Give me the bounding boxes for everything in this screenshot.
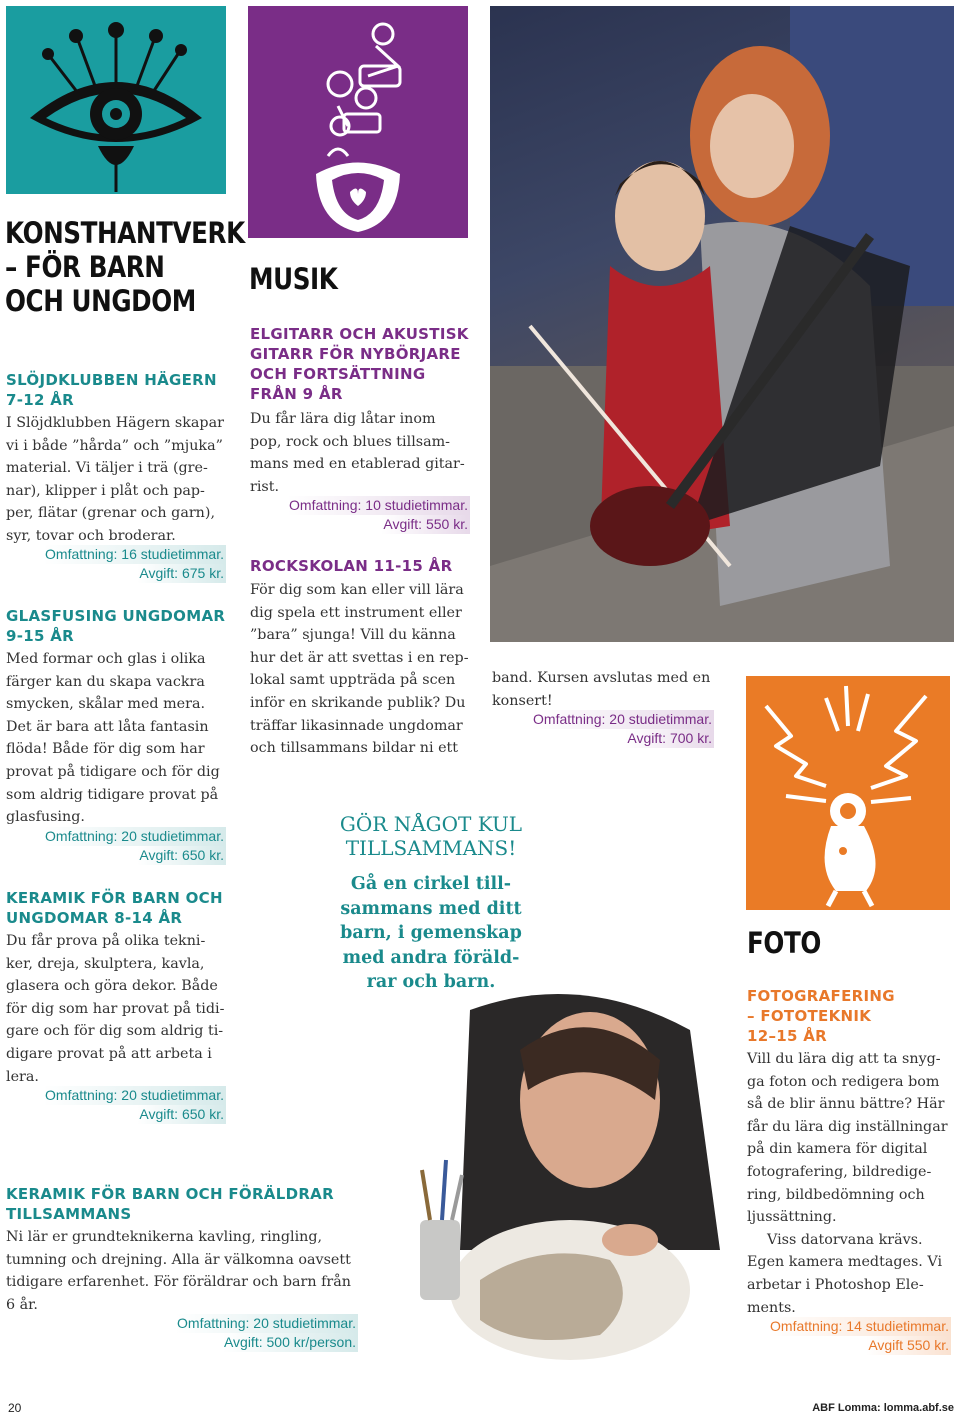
body-line: som aldrig tidigare provat på [6, 786, 219, 803]
bubble-headline-line: TILLSAMMANS! [345, 836, 517, 860]
course-heading-fotografering [747, 986, 952, 1046]
bubble-headline [306, 812, 556, 860]
course-meta-keramik-foraldrar [6, 1314, 358, 1352]
body-line: arbetar i Photoshop Ele- [747, 1276, 924, 1293]
footer-site: ABF Lomma: lomma.abf.se [812, 1402, 954, 1414]
body-line: för dig som har provat på tidi- [6, 1000, 225, 1017]
avgift: Avgift: 500 kr/person. [223, 1334, 356, 1350]
body-line: flöda! Både för dig som har [6, 741, 205, 758]
body-line: hur det är att svettas i en rep- [250, 649, 469, 666]
bubble-text-line: rar och barn. [366, 972, 496, 992]
photo-teens-guitar [490, 6, 954, 642]
omfattning: Omfattning: 20 studietimmar. [45, 828, 224, 844]
eye-flower-icon [6, 6, 226, 194]
heading-line: UNGDOMAR 8-14 ÅR [6, 909, 183, 927]
course-meta-elgitarr [250, 496, 470, 534]
course-meta-fotografering [747, 1317, 951, 1355]
body-line: ker, dreja, skulptera, kavla, [6, 955, 205, 972]
omfattning: Omfattning: 14 studietimmar. [770, 1318, 949, 1334]
course-body-rockskolan-cont [492, 667, 732, 712]
body-line: konsert! [492, 692, 553, 709]
body-line: I Slöjdklubben Hägern skapar [6, 415, 224, 431]
body-line: ments. [747, 1299, 796, 1316]
omfattning: Omfattning: 10 studietimmar. [289, 497, 468, 513]
singing-mouth-icon [248, 6, 468, 238]
heading-line: GITARR FÖR NYBÖRJARE [250, 345, 461, 363]
avgift: Avgift: 700 kr. [627, 730, 712, 746]
body-line: glasfusing. [6, 809, 85, 826]
body-line: på din kamera för digital [747, 1141, 928, 1158]
body-line: ga foton och redigera bom [747, 1073, 940, 1090]
course-meta-rockskolan [492, 710, 714, 748]
bubble-text-line: med andra föräld- [342, 947, 520, 968]
heading-line: FRÅN 9 ÅR [250, 385, 343, 403]
body-line: För dig som kan eller vill lära [250, 582, 464, 598]
avgift: Avgift 550 kr. [868, 1337, 949, 1353]
body-line: ring, bildbedömning och [747, 1186, 925, 1203]
avgift: Avgift: 650 kr. [139, 847, 224, 863]
heading-line: – FOTOTEKNIK [747, 1007, 872, 1025]
body-line: lera. [6, 1068, 39, 1085]
course-body-keramik-foraldrar [6, 1226, 376, 1316]
konsthantverk-title [5, 216, 245, 318]
body-line: syr, tovar och broderar. [6, 527, 176, 544]
body-line: band. Kursen avslutas med en [492, 670, 711, 686]
heading-line: 12–15 ÅR [747, 1027, 828, 1045]
body-line: provat på tidigare och för dig [6, 763, 220, 780]
body-line: Du får lära dig låtar inom [250, 411, 436, 427]
course-heading-slojdklubben [6, 370, 236, 410]
course-body-rockskolan [250, 579, 490, 760]
body-line: Vill du lära dig att ta snyg- [747, 1051, 941, 1067]
body-line: Du får prova på olika tekni- [6, 933, 206, 949]
course-meta-glasfusing [6, 827, 226, 865]
foto-title: FOTO [747, 926, 821, 960]
title-line: – FÖR BARN [5, 250, 165, 284]
heading-line: FOTOGRAFERING [747, 987, 895, 1005]
title-line: KONSTHANTVERK [5, 216, 245, 250]
course-heading-rockskolan: ROCKSKOLAN 11-15 ÅR [250, 557, 453, 575]
body-line: nar), klipper i plåt och pap- [6, 482, 205, 499]
body-line: lokal samt uppträda på scen [250, 672, 456, 689]
heading-line: 7-12 ÅR [6, 391, 75, 409]
body-line: träffar likasinnade ungdomar [250, 717, 463, 734]
body-line: per, flätar (grenar och garn), [6, 505, 216, 522]
body-line: färger kan du skapa vackra [6, 673, 205, 690]
course-heading-glasfusing [6, 606, 236, 646]
heading-line: OCH FORTSÄTTNING [250, 365, 426, 383]
omfattning: Omfattning: 16 studietimmar. [45, 546, 224, 562]
omfattning: Omfattning: 20 studietimmar. [533, 711, 712, 727]
heading-line: 9-15 ÅR [6, 627, 75, 645]
title-line: OCH UNGDOM [5, 284, 196, 318]
photo-clay-sculpting [400, 990, 730, 1400]
course-body-keramik-ungdom [6, 930, 238, 1088]
body-line: ljussättning. [747, 1209, 837, 1226]
avgift: Avgift: 550 kr. [383, 516, 468, 532]
heading-line: ELGITARR OCH AKUSTISK [250, 325, 469, 343]
heading-line: GLASFUSING UNGDOMAR [6, 607, 226, 625]
course-heading-elgitarr [250, 324, 490, 404]
body-line: mans med en etablerad gitar- [250, 456, 465, 473]
avgift: Avgift: 650 kr. [139, 1106, 224, 1122]
body-line: glasera och göra dekor. Både [6, 978, 218, 995]
course-meta-slojdklubben [6, 545, 226, 583]
body-line: fotografering, bildredige- [747, 1163, 932, 1180]
bubble-text [306, 872, 556, 995]
body-line: dig spela ett instrument eller [250, 604, 462, 621]
body-line: och tillsammans bildar ni ett [250, 740, 459, 757]
camera-creature-icon [746, 676, 950, 910]
course-body-fotografering [747, 1048, 957, 1319]
heading-line: TILLSAMMANS [6, 1205, 132, 1223]
body-line: material. Vi täljer i trä (gre- [6, 460, 208, 477]
bubble-headline-line: GÖR NÅGOT KUL [339, 812, 523, 836]
body-line: inför en skrikande publik? Du [250, 694, 466, 711]
body-line: ”bara” sjunga! Vill du känna [250, 627, 456, 644]
body-line: Ni lär er grundteknikerna kavling, ringling, [6, 1229, 323, 1245]
course-body-slojdklubben [6, 412, 238, 548]
musik-title: MUSIK [249, 262, 338, 296]
heading-line: KERAMIK FÖR BARN OCH FÖRÄLDRAR [6, 1185, 334, 1203]
heading-line: SLÖJDKLUBBEN HÄGERN [6, 371, 217, 389]
bubble-text-line: sammans med ditt [340, 898, 522, 919]
body-line: pop, rock och blues tillsam- [250, 433, 451, 450]
body-line: 6 år. [6, 1296, 38, 1313]
course-body-glasfusing [6, 648, 238, 829]
heading-line: KERAMIK FÖR BARN OCH [6, 889, 223, 907]
body-line: digare provat på att arbeta i [6, 1045, 212, 1062]
body-line: Egen kamera medtages. Vi [747, 1254, 943, 1271]
musik-illustration [248, 6, 468, 238]
body-line: Med formar och glas i olika [6, 651, 206, 667]
course-heading-keramik-foraldrar [6, 1184, 366, 1224]
body-line: tumning och drejning. Alla är välkomna oavsett [6, 1251, 351, 1268]
course-meta-keramik-ungdom [6, 1086, 226, 1124]
course-heading-keramik-ungdom [6, 888, 236, 928]
foto-illustration [746, 676, 950, 910]
body-line: smycken, skålar med mera. [6, 696, 206, 713]
body-line: Det är bara att låta fantasin [6, 718, 209, 735]
omfattning: Omfattning: 20 studietimmar. [177, 1315, 356, 1331]
bubble-text-line: barn, i gemenskap [340, 923, 522, 943]
body-line: rist. [250, 478, 280, 495]
konsthantverk-illustration [6, 6, 226, 194]
avgift: Avgift: 675 kr. [139, 565, 224, 581]
course-body-elgitarr [250, 408, 490, 498]
body-line: tidigare erfarenhet. För föräldrar och barn från [6, 1274, 352, 1291]
body-line: så de blir ännu bättre? Här [747, 1096, 945, 1113]
body-line: Viss datorvana krävs. [767, 1231, 923, 1248]
page-number: 20 [8, 1401, 22, 1415]
bubble-text-line: Gå en cirkel till- [350, 874, 512, 894]
body-line: får du lära dig inställningar [747, 1118, 948, 1135]
body-line: gare och för dig som aldrig ti- [6, 1023, 224, 1040]
body-line: vi i både ”hårda” och ”mjuka” [6, 437, 223, 454]
omfattning: Omfattning: 20 studietimmar. [45, 1087, 224, 1103]
